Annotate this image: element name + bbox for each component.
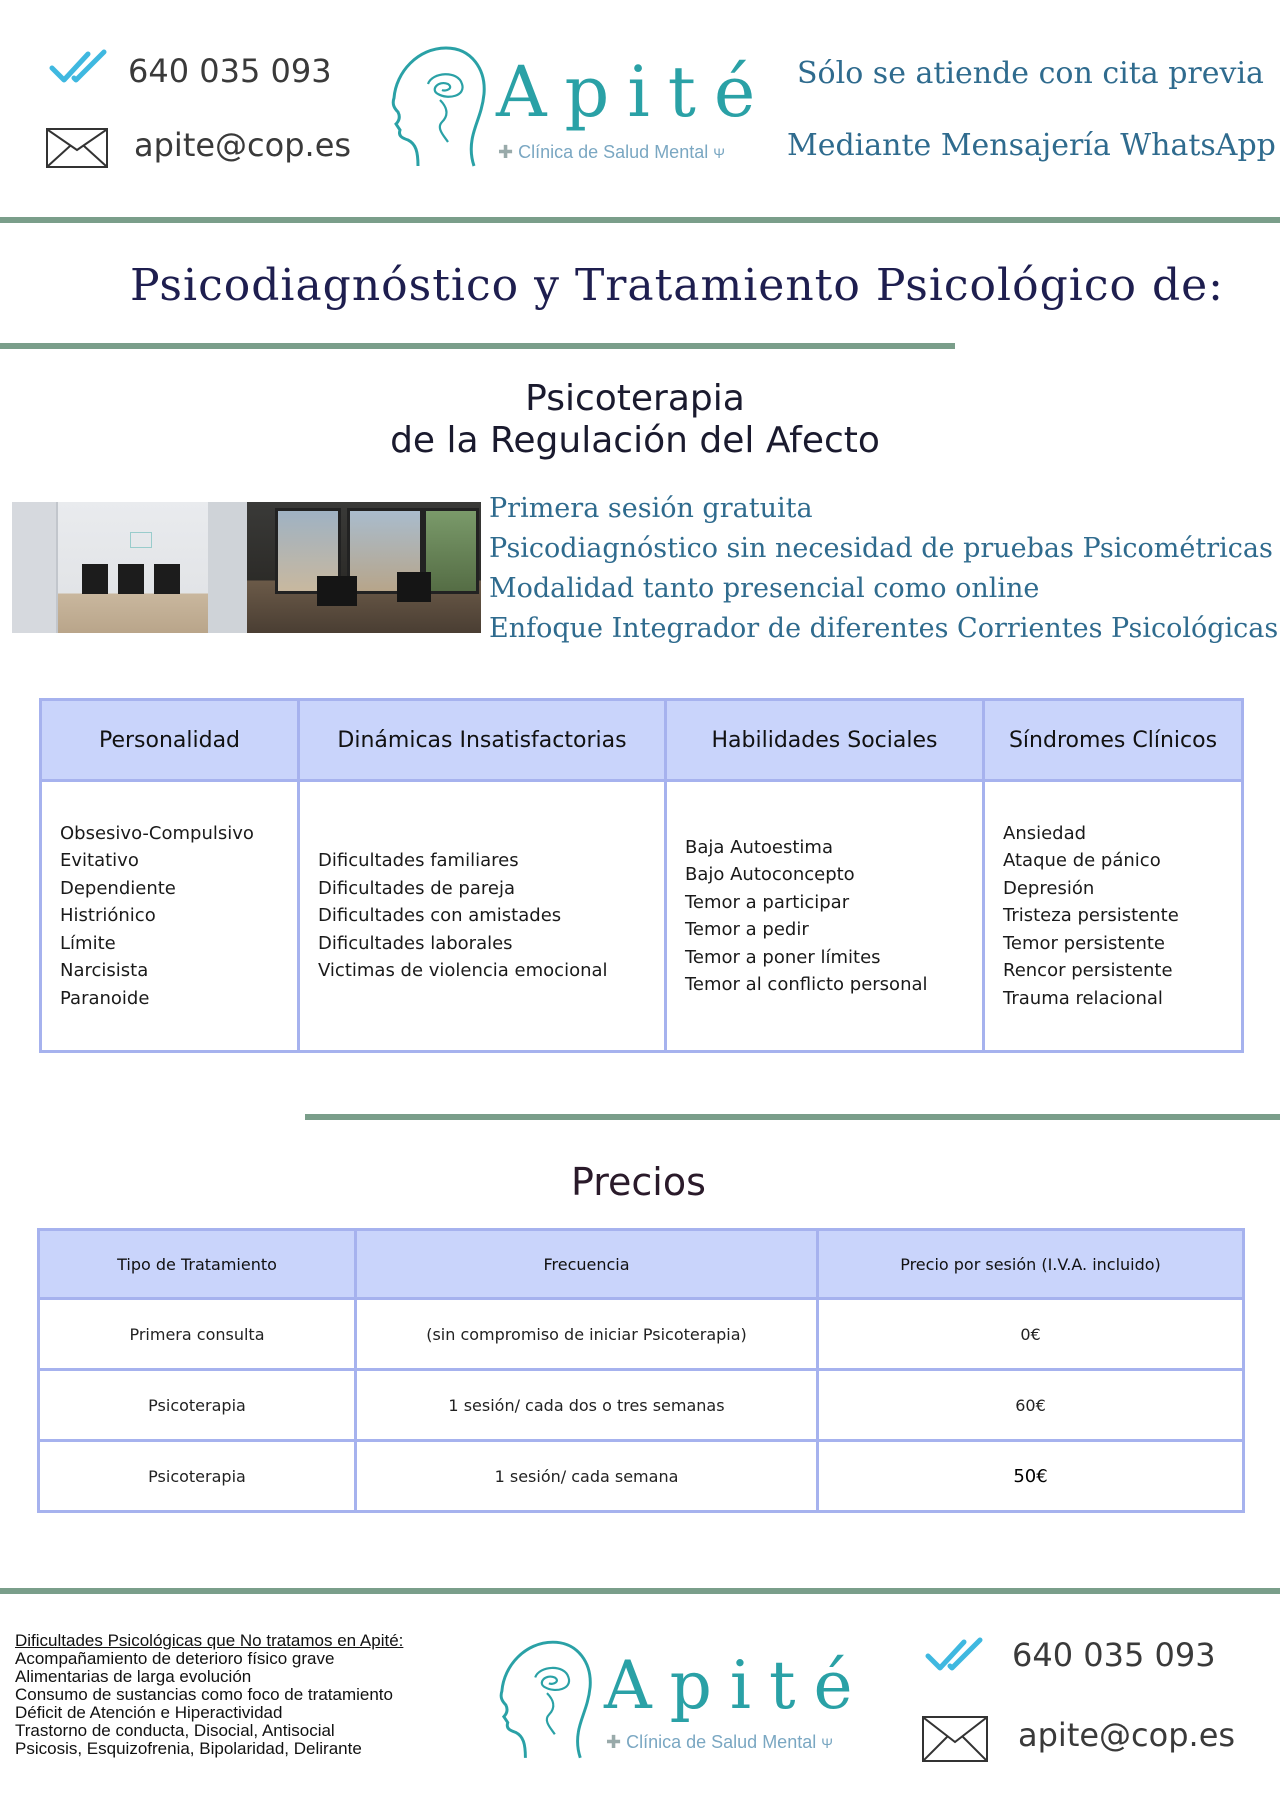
price-cell: 1 sesión/ cada dos o tres semanas <box>356 1370 818 1441</box>
list-item: Trauma relacional <box>1003 987 1163 1009</box>
category-cell-social-skills <box>666 781 984 1052</box>
price-cell: 0€ <box>818 1299 1244 1370</box>
logo-subtitle: Clínica de Salud Mental <box>626 1732 817 1752</box>
logo-subtitle-row <box>498 142 725 163</box>
list-item: Trastorno de conducta, Disocial, Antisocial <box>15 1721 335 1740</box>
list-item: Límite <box>60 932 116 954</box>
list-item: Déficit de Atención e Hiperactividad <box>15 1703 283 1722</box>
psi-icon: Ψ <box>713 145 725 161</box>
head-logo-icon <box>388 44 488 170</box>
plus-icon: ✚ <box>606 1732 622 1752</box>
price-cell: Psicoterapia <box>39 1441 356 1512</box>
price-header-price: Precio por sesión (I.V.A. incluido) <box>818 1230 1244 1299</box>
list-item: Paranoide <box>60 987 150 1009</box>
list-item: Temor al conflicto personal <box>685 974 928 995</box>
table-row <box>39 1441 1244 1512</box>
list-item: Baja Autoestima <box>685 836 833 858</box>
list-item: Narcisista <box>60 960 149 982</box>
header-email[interactable]: apite@cop.es <box>134 126 352 164</box>
logo-name: Apité <box>496 51 774 133</box>
price-header-type: Tipo de Tratamiento <box>39 1230 356 1299</box>
list-item: Histriónico <box>60 905 156 927</box>
list-item: Ataque de pánico <box>1003 850 1161 872</box>
category-header-clinical: Síndromes Clínicos <box>984 700 1243 781</box>
list-item: Temor a poner límites <box>685 946 881 968</box>
list-item: Dificultades familiares <box>318 850 519 872</box>
list-item: Temor a participar <box>685 891 850 913</box>
head-logo-icon <box>496 1638 594 1762</box>
logo-subtitle-row <box>606 1732 833 1753</box>
envelope-icon <box>46 128 108 168</box>
list-item: Acompañamiento de deterioro físico grave <box>15 1649 335 1668</box>
waiting-room-photo <box>12 502 247 633</box>
list-item: Victimas de violencia emocional <box>318 960 608 982</box>
divider-footer <box>0 1588 1280 1594</box>
tagline-whatsapp: Mediante Mensajería WhatsApp <box>787 128 1276 163</box>
list-item: Obsesivo-Compulsivo <box>60 822 254 844</box>
price-cell: (sin compromiso de iniciar Psicoterapia) <box>356 1299 818 1370</box>
table-row <box>39 1370 1244 1441</box>
list-item: Dificultades con amistades <box>318 905 562 927</box>
therapy-room-photo <box>247 502 481 633</box>
list-item: Rencor persistente <box>1003 960 1173 982</box>
category-header-social-skills: Habilidades Sociales <box>666 700 984 781</box>
price-table <box>37 1228 1245 1513</box>
prices-title: Precios <box>571 1160 706 1204</box>
list-item: Tristeza persistente <box>1003 905 1179 927</box>
logo-name: Apité <box>604 1647 871 1724</box>
excluded-difficulties <box>15 1632 403 1758</box>
list-item: Psicosis, Esquizofrenia, Bipolaridad, Delirante <box>15 1739 362 1758</box>
envelope-icon <box>922 1716 988 1762</box>
price-header-frequency: Frecuencia <box>356 1230 818 1299</box>
tagline-appointment: Sólo se atiende con cita previa <box>797 56 1264 91</box>
feature-item: Modalidad tanto presencial como online <box>489 573 1040 604</box>
therapy-title-line2: de la Regulación del Afecto <box>390 420 880 461</box>
price-cell: Primera consulta <box>39 1299 356 1370</box>
header-phone[interactable]: 640 035 093 <box>128 52 332 90</box>
therapy-title <box>300 378 970 462</box>
list-item: Evitativo <box>60 850 139 872</box>
list-item: Dependiente <box>60 877 176 899</box>
category-cell-dynamics <box>299 781 666 1052</box>
price-cell: 60€ <box>818 1370 1244 1441</box>
feature-item: Enfoque Integrador de diferentes Corrientes Psicológicas <box>489 613 1279 644</box>
header-logo <box>388 44 774 174</box>
double-check-icon <box>48 48 112 86</box>
price-cell: 50€ <box>818 1441 1244 1512</box>
psi-icon: Ψ <box>821 1735 833 1751</box>
list-item: Depresión <box>1003 877 1095 899</box>
list-item: Temor a pedir <box>685 919 809 940</box>
list-item: Ansiedad <box>1003 822 1087 844</box>
category-header-personality: Personalidad <box>41 700 299 781</box>
price-cell: 1 sesión/ cada semana <box>356 1441 818 1512</box>
table-row <box>39 1299 1244 1370</box>
divider-title <box>0 343 955 349</box>
feature-item: Psicodiagnóstico sin necesidad de pruebas Psicométricas <box>489 533 1273 564</box>
category-header-dynamics: Dinámicas Insatisfactorias <box>299 700 666 781</box>
list-item: Dificultades de pareja <box>318 877 515 899</box>
feature-item: Primera sesión gratuita <box>489 493 813 524</box>
excluded-heading: Dificultades Psicológicas que No tratamos en Apité: <box>15 1631 404 1650</box>
list-item: Alimentarias de larga evolución <box>15 1667 252 1686</box>
footer-logo <box>496 1632 871 1762</box>
list-item: Temor persistente <box>1003 932 1166 954</box>
main-title: Psicodiagnóstico y Tratamiento Psicológico de: <box>130 260 1224 311</box>
footer-phone[interactable]: 640 035 093 <box>1012 1636 1216 1674</box>
list-item: Dificultades laborales <box>318 932 513 954</box>
price-cell: Psicoterapia <box>39 1370 356 1441</box>
list-item: Bajo Autoconcepto <box>685 864 855 885</box>
category-table <box>39 698 1244 1053</box>
footer-email[interactable]: apite@cop.es <box>1018 1716 1236 1754</box>
list-item: Consumo de sustancias como foco de tratamiento <box>15 1685 393 1704</box>
feature-list <box>489 489 1278 649</box>
logo-subtitle: Clínica de Salud Mental <box>518 142 709 162</box>
divider-prices <box>305 1114 1280 1120</box>
therapy-title-line1: Psicoterapia <box>525 378 745 419</box>
divider-top <box>0 217 1280 223</box>
category-cell-clinical <box>984 781 1243 1052</box>
category-cell-personality <box>41 781 299 1052</box>
double-check-icon <box>924 1636 988 1674</box>
plus-icon: ✚ <box>498 142 514 162</box>
